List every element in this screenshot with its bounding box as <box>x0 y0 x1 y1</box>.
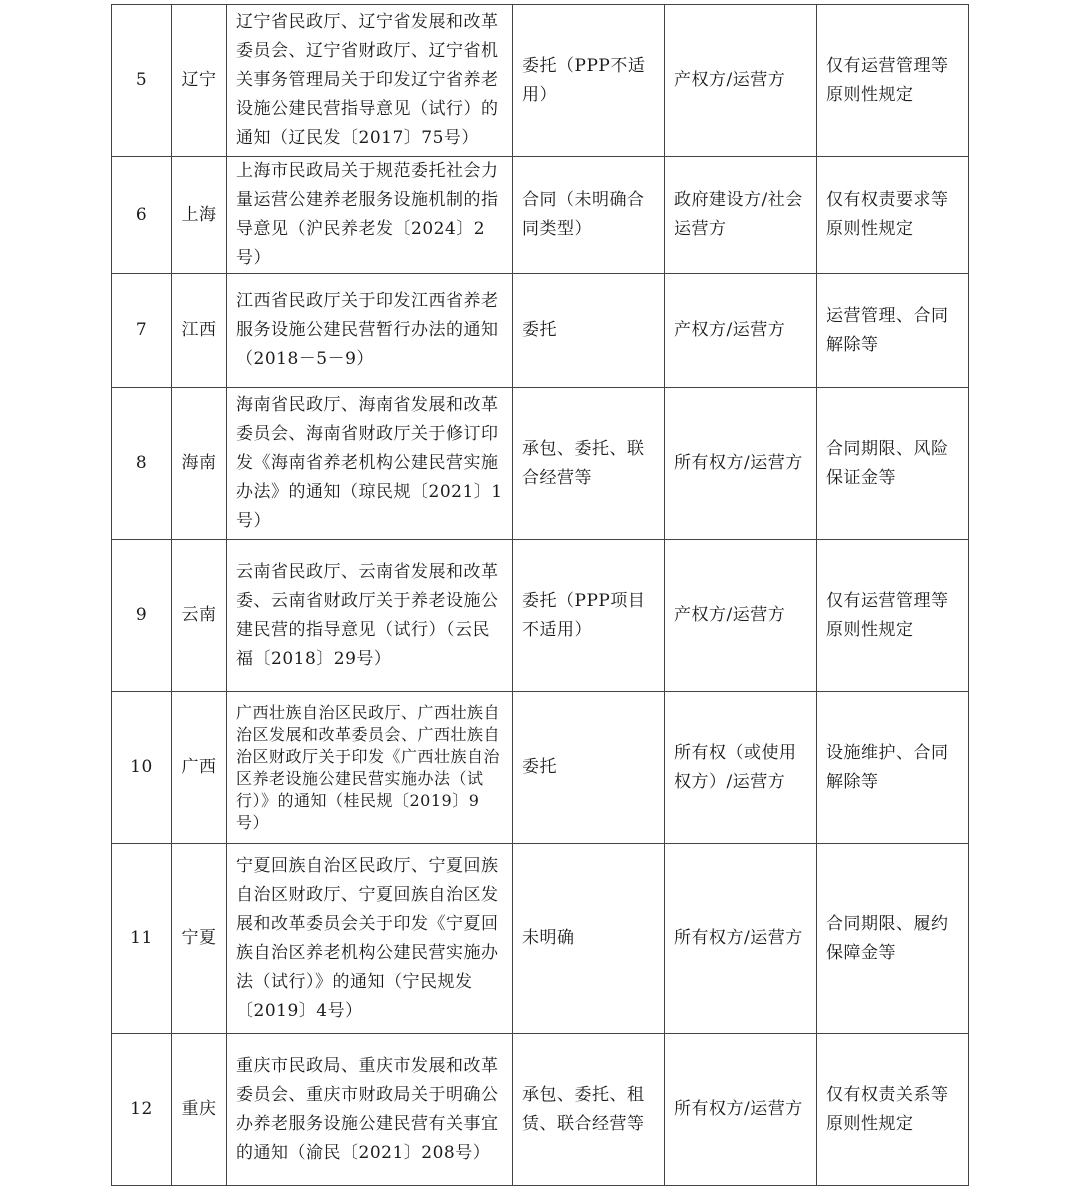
subject-cell: 所有权方/运营方 <box>665 388 817 540</box>
row-number: 8 <box>112 388 172 540</box>
mode-cell: 委托 <box>513 274 665 388</box>
row-number: 10 <box>112 692 172 844</box>
province-cell: 广西 <box>172 692 227 844</box>
province-cell: 辽宁 <box>172 5 227 157</box>
subject-cell: 所有权（或使用权方）/运营方 <box>665 692 817 844</box>
mode-cell: 委托（PPP不适用） <box>513 5 665 157</box>
province-cell: 海南 <box>172 388 227 540</box>
subject-cell: 产权方/运营方 <box>665 5 817 157</box>
row-number: 9 <box>112 540 172 692</box>
document-cell: 辽宁省民政厅、辽宁省发展和改革委员会、辽宁省财政厅、辽宁省机关事务管理局关于印发辽宁省养老设施公建民营指导意见（试行）的通知（辽民发〔2017〕75号） <box>227 5 513 157</box>
province-cell: 云南 <box>172 540 227 692</box>
document-cell: 海南省民政厅、海南省发展和改革委员会、海南省财政厅关于修订印发《海南省养老机构公建民营实施办法》的通知（琼民规〔2021〕1号） <box>227 388 513 540</box>
mode-cell: 委托（PPP项目不适用） <box>513 540 665 692</box>
content-cell: 设施维护、合同解除等 <box>817 692 969 844</box>
mode-cell: 合同（未明确合同类型） <box>513 157 665 274</box>
content-cell: 运营管理、合同解除等 <box>817 274 969 388</box>
content-cell: 合同期限、履约保障金等 <box>817 844 969 1034</box>
province-cell: 江西 <box>172 274 227 388</box>
row-number: 5 <box>112 5 172 157</box>
content-cell: 仅有运营管理等原则性规定 <box>817 540 969 692</box>
row-number: 6 <box>112 157 172 274</box>
table-row <box>112 274 969 388</box>
row-number: 11 <box>112 844 172 1034</box>
policy-table <box>111 4 969 1186</box>
subject-cell: 政府建设方/社会运营方 <box>665 157 817 274</box>
mode-cell: 委托 <box>513 692 665 844</box>
subject-cell: 所有权方/运营方 <box>665 1034 817 1186</box>
content-cell: 仅有运营管理等原则性规定 <box>817 5 969 157</box>
table-row <box>112 1034 969 1186</box>
content-cell: 合同期限、风险保证金等 <box>817 388 969 540</box>
table-row <box>112 692 969 844</box>
subject-cell: 所有权方/运营方 <box>665 844 817 1034</box>
subject-cell: 产权方/运营方 <box>665 540 817 692</box>
document-cell: 广西壮族自治区民政厅、广西壮族自治区发展和改革委员会、广西壮族自治区财政厅关于印发《广西壮族自治区养老设施公建民营实施办法（试行）》的通知（桂民规〔2019〕9号） <box>227 692 513 844</box>
province-cell: 重庆 <box>172 1034 227 1186</box>
document-cell: 云南省民政厅、云南省发展和改革委、云南省财政厅关于养老设施公建民营的指导意见（试行）（云民福〔2018〕29号） <box>227 540 513 692</box>
table-row <box>112 540 969 692</box>
mode-cell: 未明确 <box>513 844 665 1034</box>
content-cell: 仅有权责要求等原则性规定 <box>817 157 969 274</box>
row-number: 12 <box>112 1034 172 1186</box>
mode-cell: 承包、委托、租赁、联合经营等 <box>513 1034 665 1186</box>
subject-cell: 产权方/运营方 <box>665 274 817 388</box>
content-cell: 仅有权责关系等原则性规定 <box>817 1034 969 1186</box>
table-row <box>112 388 969 540</box>
mode-cell: 承包、委托、联合经营等 <box>513 388 665 540</box>
document-cell: 宁夏回族自治区民政厅、宁夏回族自治区财政厅、宁夏回族自治区发展和改革委员会关于印发《宁夏回族自治区养老机构公建民营实施办法（试行）》的通知（宁民规发〔2019〕4号） <box>227 844 513 1034</box>
table-row <box>112 5 969 157</box>
document-cell: 江西省民政厅关于印发江西省养老服务设施公建民营暂行办法的通知（2018－5－9） <box>227 274 513 388</box>
document-cell: 上海市民政局关于规范委托社会力量运营公建养老服务设施机制的指导意见（沪民养老发〔2024〕2号） <box>227 157 513 274</box>
document-cell: 重庆市民政局、重庆市发展和改革委员会、重庆市财政局关于明确公办养老服务设施公建民营有关事宜的通知（渝民〔2021〕208号） <box>227 1034 513 1186</box>
province-cell: 宁夏 <box>172 844 227 1034</box>
table-row <box>112 844 969 1034</box>
row-number: 7 <box>112 274 172 388</box>
table-row <box>112 157 969 274</box>
province-cell: 上海 <box>172 157 227 274</box>
